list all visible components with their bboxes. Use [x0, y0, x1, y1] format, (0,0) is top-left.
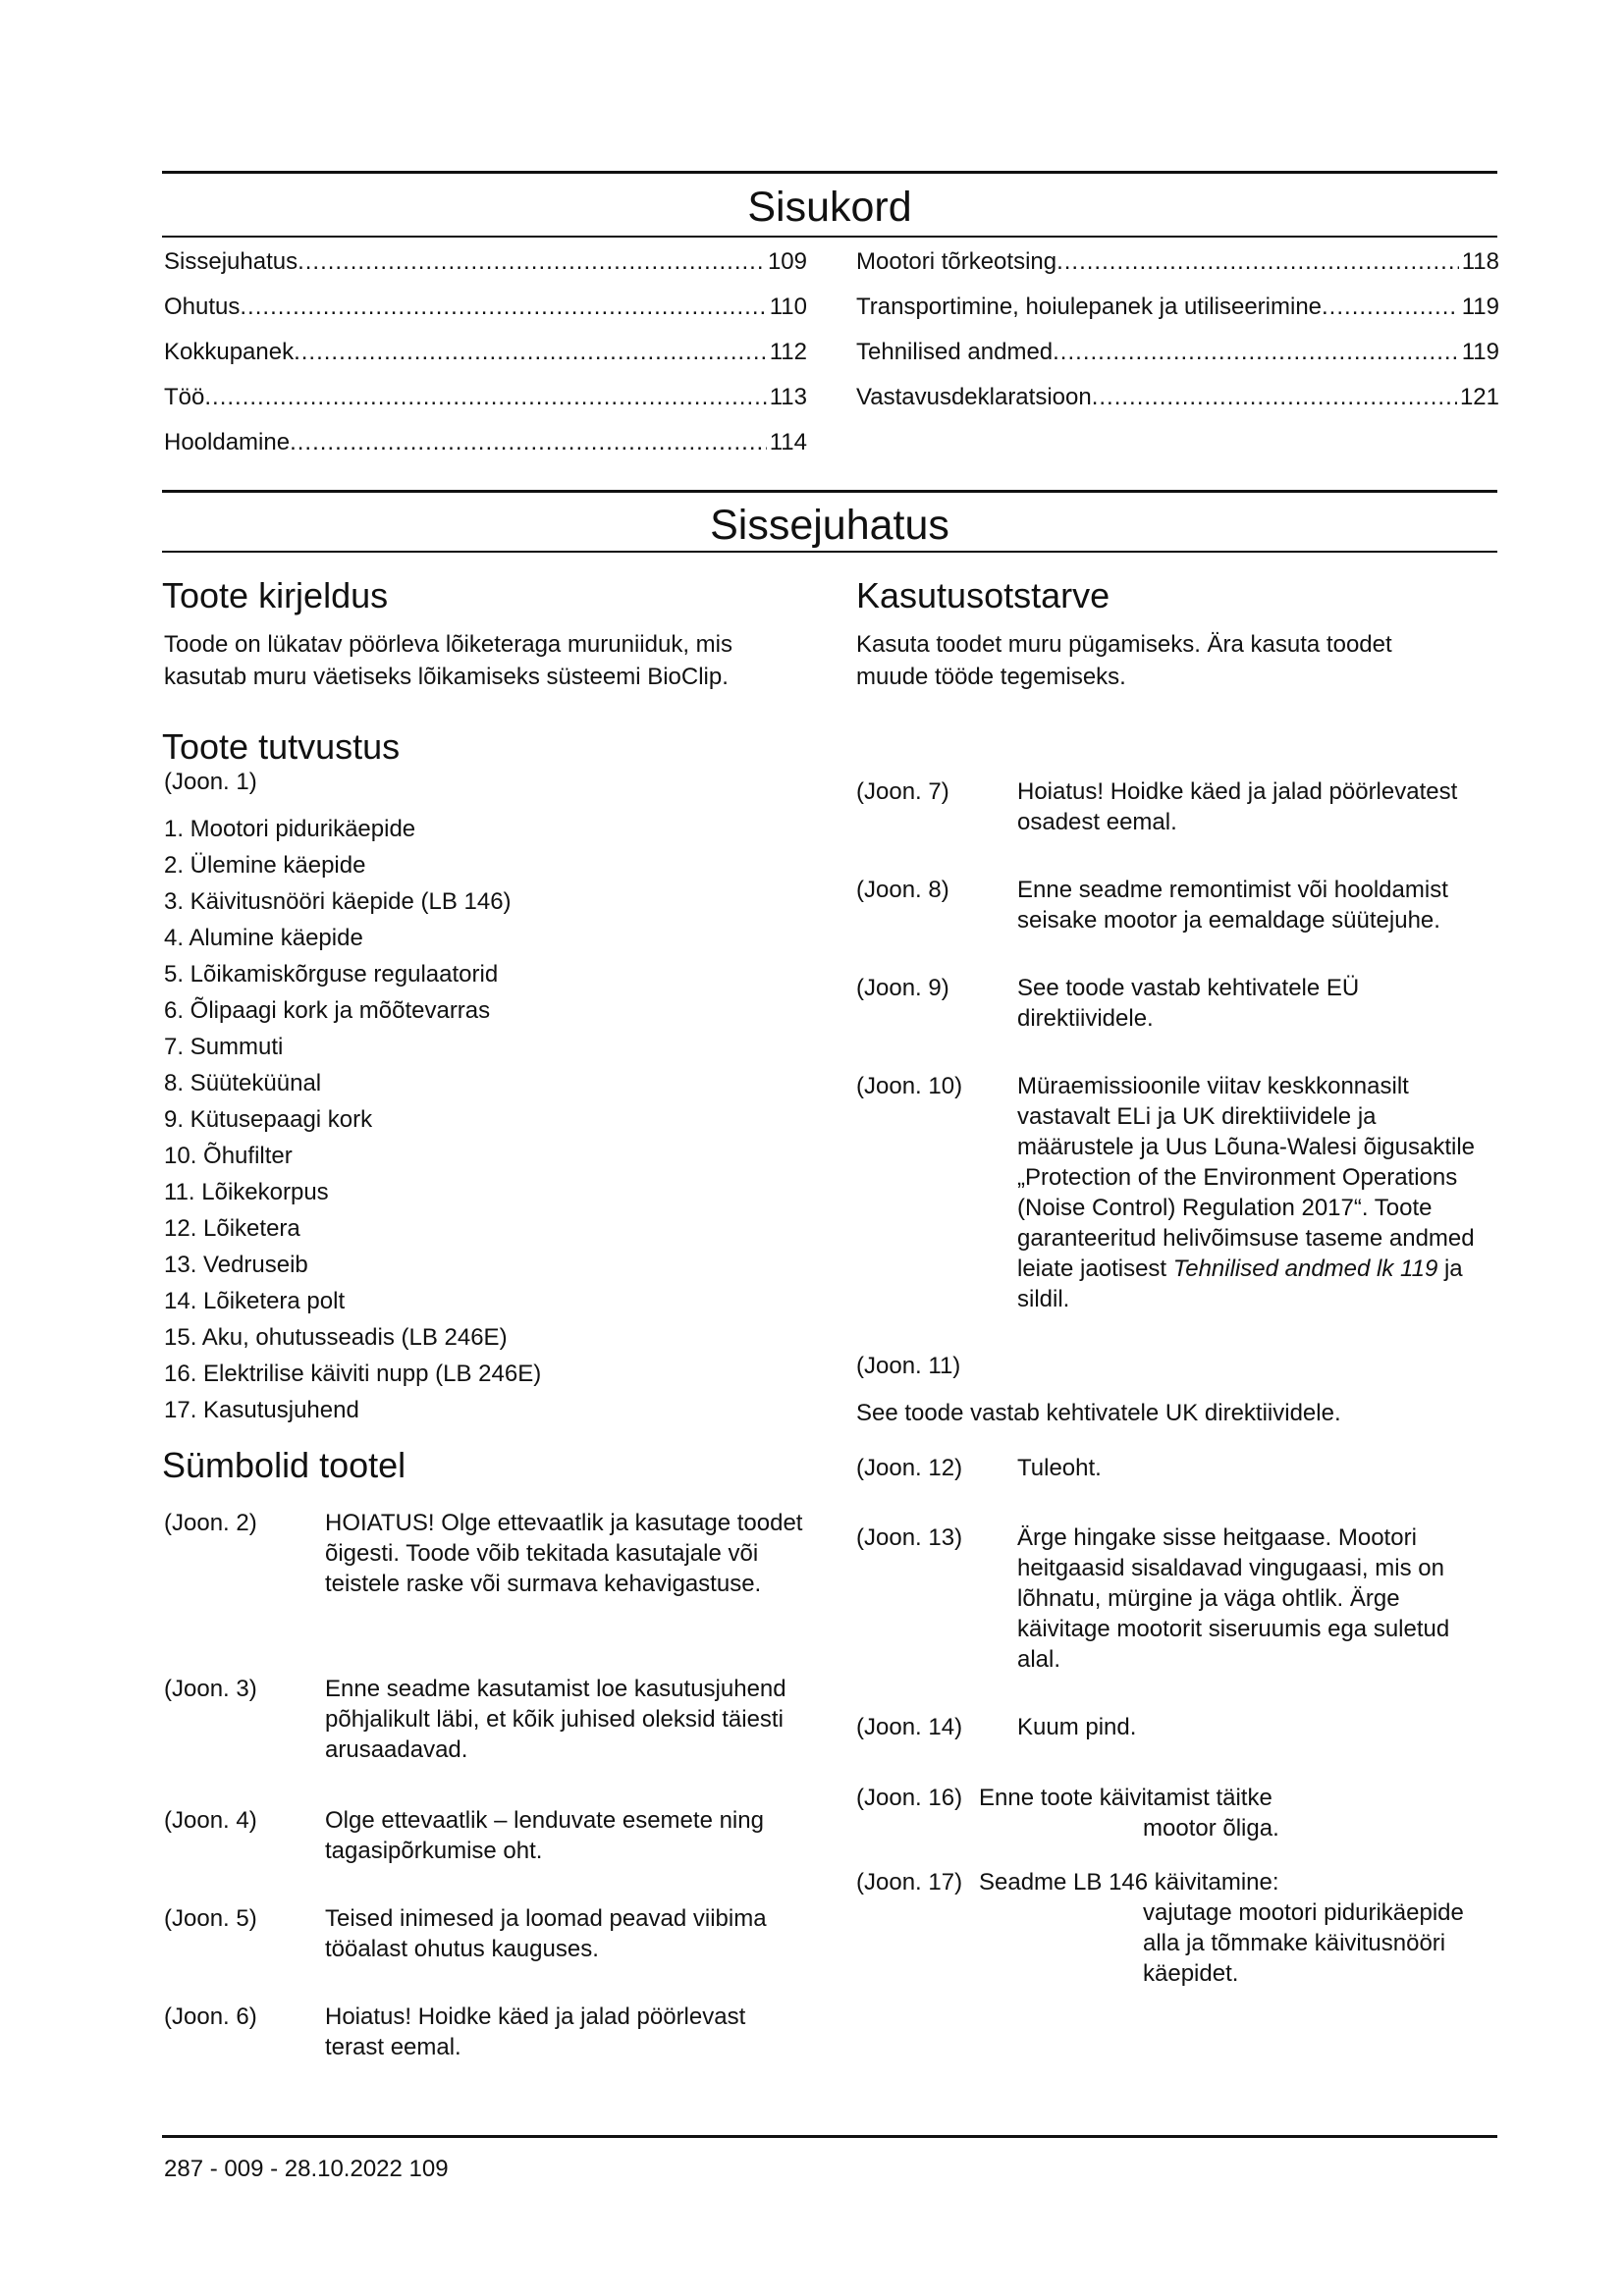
symbol-ref: (Joon. 14): [856, 1714, 963, 1740]
symbol-ref: (Joon. 7): [856, 778, 949, 805]
symbol-text: Enne seadme remontimist või hooldamist seisake mootor ja eemaldage süütejuhe.: [1017, 877, 1448, 934]
symbol-ref: (Joon. 16): [856, 1785, 963, 1811]
symbol-text: Enne toote käivitamist täitke: [979, 1785, 1272, 1811]
list-item: 17. Kasutusjuhend: [164, 1397, 359, 1423]
toc-entry[interactable]: Sissejuhatus ..... 109: [164, 247, 807, 293]
symbol-ref: (Joon. 10): [856, 1073, 963, 1099]
list-item: 13. Vedruseib: [164, 1252, 308, 1278]
symbol-ref: (Joon. 11): [856, 1353, 961, 1379]
symbol-ref: (Joon. 13): [856, 1524, 963, 1551]
toc-entry[interactable]: Töö ..... 113: [164, 383, 807, 428]
toc-title-rule: [162, 236, 1497, 238]
purpose-heading: Kasutusotstarve: [856, 575, 1110, 615]
list-item: 5. Lõikamiskõrguse regulaatorid: [164, 961, 499, 988]
intro-top-rule: [162, 490, 1497, 493]
list-item: 9. Kütusepaagi kork: [164, 1106, 373, 1133]
list-item: 1. Mootori pidurikäepide: [164, 816, 416, 842]
list-item: 14. Lõiketera polt: [164, 1288, 346, 1314]
footer-rule: [162, 2135, 1497, 2138]
toc-left-column: [164, 247, 807, 473]
description-text: Toode on lükatav pöörleva lõiketeraga muruniiduk, mis kasutab muru väetiseks lõikamiseks süsteemi BioClip.: [164, 631, 732, 690]
symbol-text-continued: mootor õliga.: [1143, 1815, 1279, 1842]
symbol-text: Enne seadme kasutamist loe kasutusjuhend põhjalikult läbi, et kõik juhised oleksid täiesti arusaadavad.: [325, 1676, 786, 1763]
symbol-text: Teised inimesed ja loomad peavad viibima tööalast ohutus kauguses.: [325, 1905, 767, 1962]
list-item: 7. Summuti: [164, 1034, 284, 1060]
symbol-ref: (Joon. 2): [164, 1510, 257, 1536]
symbol-ref: (Joon. 4): [164, 1807, 257, 1834]
intro-title-rule: [162, 551, 1497, 553]
symbol-ref: (Joon. 12): [856, 1455, 963, 1481]
symbol-ref: (Joon. 5): [164, 1905, 257, 1932]
symbol-text: Kuum pind.: [1017, 1714, 1137, 1740]
list-item: 16. Elektrilise käiviti nupp (LB 246E): [164, 1361, 542, 1387]
list-item: 8. Süüteküünal: [164, 1070, 322, 1096]
purpose-text: Kasuta toodet muru pügamiseks. Ära kasuta toodet muude tööde tegemiseks.: [856, 631, 1392, 690]
toc-entry[interactable]: Vastavusdeklaratsioon ..... 121: [856, 383, 1499, 428]
symbol-text: HOIATUS! Olge ettevaatlik ja kasutage toodet õigesti. Toode võib tekitada kasutajale või teistele raske või surmava kehavigastuse.: [325, 1510, 803, 1597]
list-item: 10. Õhufilter: [164, 1143, 293, 1169]
symbol-text: Müraemissioonile viitav keskkonnasilt vastavalt ELi ja UK direktiividele ja määrustele ja Uus Lõuna-Walesi õigusaktile „Protection of the Environment Operations (Noise Control) Regulation 2017“. Toote garanteeritud helivõimsuse taseme andmed leiate jaotisest Tehnilised andmed lk 119 ja sildil.: [1017, 1073, 1476, 1312]
toc-entry[interactable]: Mootori tõrkeotsing ..... 118: [856, 247, 1499, 293]
list-item: 12. Lõiketera: [164, 1215, 300, 1242]
symbol-ref: (Joon. 3): [164, 1676, 257, 1702]
list-item: 11. Lõikekorpus: [164, 1179, 329, 1205]
toc-top-rule: [162, 171, 1497, 174]
symbol-ref: (Joon. 9): [856, 975, 949, 1001]
symbol-ref: (Joon. 6): [164, 2003, 257, 2030]
technical-data-link[interactable]: Tehnilised andmed lk 119: [1172, 1255, 1438, 1282]
symbol-text: Hoiatus! Hoidke käed ja jalad pöörlevatest osadest eemal.: [1017, 778, 1458, 835]
list-item: 4. Alumine käepide: [164, 925, 363, 951]
list-item: 2. Ülemine käepide: [164, 852, 366, 879]
toc-title: Sisukord: [747, 184, 912, 231]
toc-entry[interactable]: Ohutus ..... 110: [164, 293, 807, 338]
symbol-text: Seadme LB 146 käivitamine:: [979, 1869, 1279, 1896]
toc-entry[interactable]: Kokkupanek ..... 112: [164, 338, 807, 383]
symbol-text: See toode vastab kehtivatele UK direktiividele.: [856, 1400, 1341, 1426]
toc-entry[interactable]: Hooldamine ..... 114: [164, 428, 807, 473]
toc-entry[interactable]: Tehnilised andmed ..... 119: [856, 338, 1499, 383]
symbol-text: Ärge hingake sisse heitgaase. Mootori heitgaasid sisaldavad vingugaasi, mis on lõhnatu, mürgine ja väga ohtlik. Ärge käivitage mootorit siseruumis ega suletud alal.: [1017, 1524, 1450, 1673]
list-item: 15. Aku, ohutusseadis (LB 246E): [164, 1324, 508, 1351]
symbol-text-continued: vajutage mootori pidurikäepide alla ja tõmmake käivitusnööri käepidet.: [1143, 1899, 1464, 1987]
symbol-text: Olge ettevaatlik – lenduvate esemete ning tagasipõrkumise oht.: [325, 1807, 764, 1864]
symbol-text: Tuleoht.: [1017, 1455, 1102, 1481]
toc-right-column: [856, 247, 1499, 428]
symbol-text: See toode vastab kehtivatele EÜ direktiividele.: [1017, 975, 1360, 1032]
list-item: 6. Õlipaagi kork ja mõõtevarras: [164, 997, 491, 1024]
list-item: 3. Käivitusnööri käepide (LB 146): [164, 888, 512, 915]
overview-heading: Toote tutvustus: [162, 726, 401, 767]
description-heading: Toote kirjeldus: [162, 575, 389, 615]
symbol-ref: (Joon. 8): [856, 877, 949, 903]
toc-entry[interactable]: Transportimine, hoiulepanek ja utiliseerimine ..... 119: [856, 293, 1499, 338]
symbol-ref: (Joon. 17): [856, 1869, 963, 1896]
page-footer: 287 - 009 - 28.10.2022 109: [164, 2156, 449, 2182]
symbols-heading: Sümbolid tootel: [162, 1445, 406, 1485]
intro-title: Sissejuhatus: [710, 502, 949, 549]
parts-list: [164, 811, 792, 1428]
overview-figure-ref: (Joon. 1): [164, 769, 257, 795]
symbol-text: Hoiatus! Hoidke käed ja jalad pöörlevast terast eemal.: [325, 2003, 746, 2060]
